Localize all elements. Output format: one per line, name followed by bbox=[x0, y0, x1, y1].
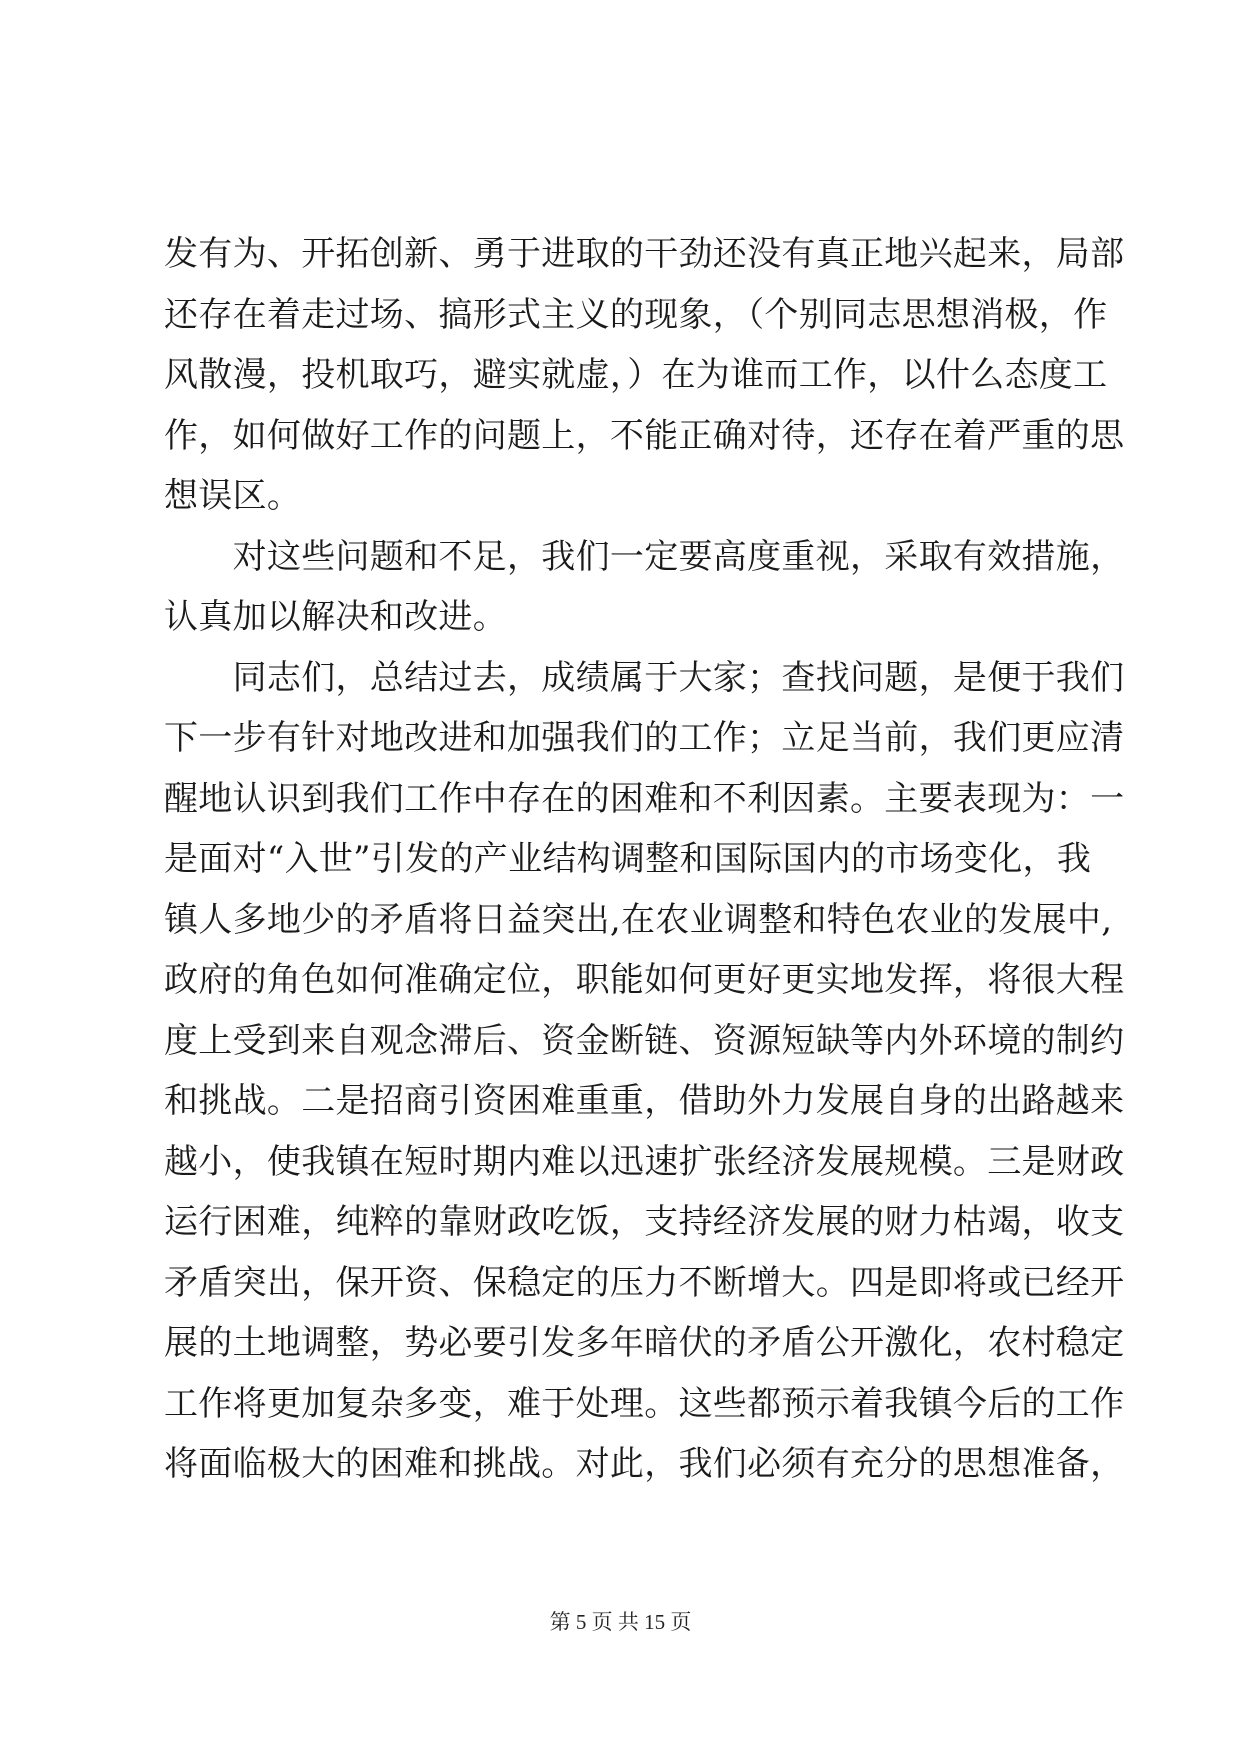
text-line: 对这些问题和不足，我们一定要高度重视，采取有效措施， bbox=[164, 536, 1125, 577]
text-line: 作，如何做好工作的问题上，不能正确对待，还存在着严重的思 bbox=[164, 415, 1125, 456]
body-text bbox=[164, 224, 1125, 1495]
text-line: 是面对“入世”引发的产业结构调整和国际国内的市场变化，我 bbox=[164, 839, 1092, 879]
text-line: 还存在着走过场、搞形式主义的现象，（个别同志思想消极，作 bbox=[164, 294, 1108, 335]
page-number-footer: 第 5 页 共 15 页 bbox=[549, 1610, 692, 1634]
text-line: 醒地认识到我们工作中存在的困难和不利因素。主要表现为：一 bbox=[164, 778, 1125, 819]
text-line: 和挑战。二是招商引资困难重重，借助外力发展自身的出路越来 bbox=[164, 1081, 1125, 1121]
text-line: 下一步有针对地改进和加强我们的工作；立足当前，我们更应清 bbox=[164, 718, 1125, 758]
text-line: 同志们，总结过去，成绩属于大家；查找问题，是便于我们 bbox=[164, 657, 1125, 698]
text-line: 政府的角色如何准确定位，职能如何更好更实地发挥，将很大程 bbox=[164, 960, 1125, 1000]
text-line: 镇人多地少的矛盾将日益突出,在农业调整和特色农业的发展中, bbox=[164, 899, 1113, 940]
text-line: 认真加以解决和改进。 bbox=[164, 597, 507, 637]
text-line: 运行困难，纯粹的靠财政吃饭，支持经济发展的财力枯竭，收支 bbox=[164, 1202, 1125, 1242]
text-line: 工作将更加复杂多变，难于处理。这些都预示着我镇今后的工作 bbox=[164, 1383, 1125, 1424]
text-line: 展的土地调整，势必要引发多年暗伏的矛盾公开激化，农村稳定 bbox=[164, 1323, 1125, 1363]
text-line: 风散漫，投机取巧，避实就虚，）在为谁而工作，以什么态度工 bbox=[164, 355, 1108, 395]
text-line: 度上受到来自观念滞后、资金断链、资源短缺等内外环境的制约 bbox=[164, 1020, 1125, 1061]
text-line: 矛盾突出，保开资、保稳定的压力不断增大。四是即将或已经开 bbox=[164, 1262, 1125, 1303]
text-line: 将面临极大的困难和挑战。对此，我们必须有充分的思想准备， bbox=[164, 1444, 1125, 1484]
text-line: 发有为、开拓创新、勇于进取的干劲还没有真正地兴起来，局部 bbox=[164, 234, 1125, 274]
text-line: 想误区。 bbox=[164, 476, 302, 516]
text-line: 越小，使我镇在短时期内难以迅速扩张经济发展规模。三是财政 bbox=[164, 1141, 1125, 1182]
